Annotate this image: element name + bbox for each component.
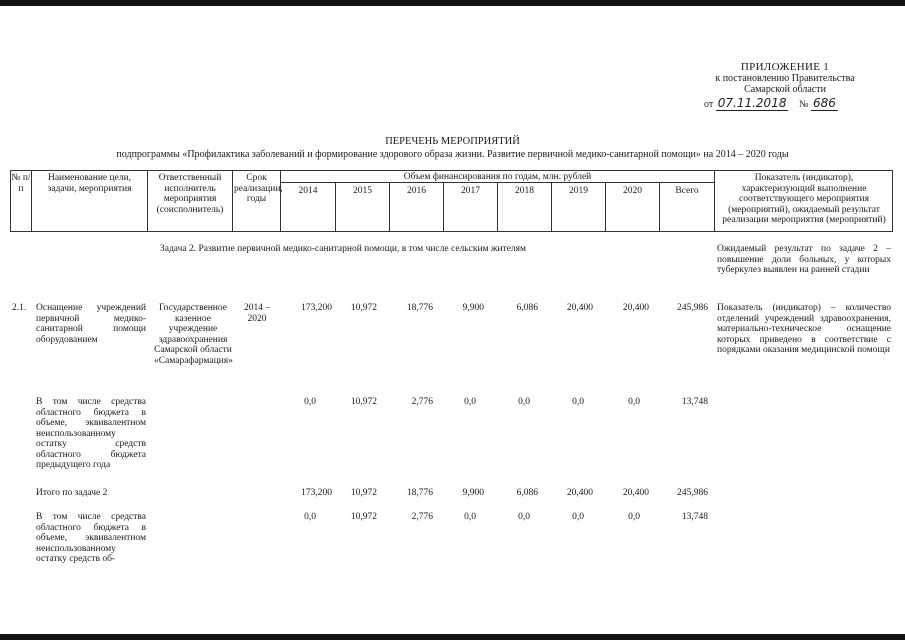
value-2018: 6,086: [516, 303, 538, 313]
value-2019: 20,400: [566, 303, 593, 313]
header-indicator-label: Показатель (индикатор), характеризующий выполнение соответствующего мероприятия (мероприятий), ожидаемый результат реализации мероприятия (мероприятий): [722, 173, 886, 225]
value-2019: 0,0: [572, 512, 584, 522]
value-2020: 20,400: [622, 303, 649, 313]
value-2016: 18,776: [406, 488, 433, 498]
value-2015: 10,972: [350, 397, 377, 407]
header-num-label: № п/п: [11, 173, 31, 194]
row-name: Оснащение учреждений первичной медико-санитарной помощи оборудованием: [36, 303, 146, 345]
value-2014: 173,200: [301, 303, 332, 313]
value-2020: 20,400: [622, 488, 649, 498]
number-label: №: [798, 99, 809, 110]
document-title: ПЕРЕЧЕНЬ МЕРОПРИЯТИЙ: [385, 136, 520, 147]
row-term: 2014 – 2020: [243, 303, 271, 324]
row-name: Итого по задаче 2: [36, 488, 108, 498]
value-2014: 0,0: [304, 512, 316, 522]
value-2017: 0,0: [464, 512, 476, 522]
header-name-label: Наименование цели, задачи, мероприятия: [47, 173, 132, 194]
task-title: Задача 2. Развитие первичной медико-санитарной помощи, в том числе сельским жителям: [160, 244, 527, 254]
value-2020: 0,0: [628, 512, 640, 522]
value-total: 245,986: [677, 488, 708, 498]
header-total: Всего: [675, 186, 699, 196]
value-2018: 0,0: [518, 397, 530, 407]
appendix-block: [700, 62, 870, 95]
appendix-line-1: к постановлению Правительства: [715, 73, 855, 84]
value-2018: 0,0: [518, 512, 530, 522]
appendix-title: ПРИЛОЖЕНИЕ 1: [740, 61, 830, 73]
value-2015: 10,972: [350, 488, 377, 498]
header-year: 2017: [461, 186, 480, 196]
header-year: 2014: [298, 186, 318, 196]
value-2017: 0,0: [464, 397, 476, 407]
value-2015: 10,972: [350, 512, 377, 522]
handwritten-number: 686: [813, 96, 836, 110]
row-number: 2.1.: [12, 303, 27, 313]
handwritten-date: 07.11.2018: [717, 96, 787, 110]
appendix-line-2: Самарской области: [744, 84, 826, 95]
value-total: 13,748: [681, 512, 708, 522]
from-label: от: [704, 99, 714, 110]
value-2016: 2,776: [411, 397, 433, 407]
task-expected-result: Ожидаемый результат по задаче 2 – повышение доли больных, у которых туберкулез выявлен на ранней стадии: [717, 244, 891, 275]
appendix-date-line: [704, 98, 884, 110]
value-2014: 0,0: [304, 397, 316, 407]
scan-bottom-border: [0, 634, 905, 640]
value-total: 13,748: [681, 397, 708, 407]
header-resp-label: Ответственный исполнитель мероприятия (соисполнитель): [156, 173, 224, 215]
value-2014: 173,200: [301, 488, 332, 498]
value-2015: 10,972: [350, 303, 377, 313]
value-2018: 6,086: [516, 488, 538, 498]
value-2019: 20,400: [566, 488, 593, 498]
header-year: 2015: [353, 186, 372, 196]
value-2020: 0,0: [628, 397, 640, 407]
row-responsible: Государственное казенное учреждение здравоохранения Самарской области «Самарафармация»: [154, 303, 233, 366]
scan-top-border: [0, 0, 905, 6]
header-year: 2019: [569, 186, 588, 196]
document-subtitle: подпрограммы «Профилактика заболеваний и формирование здорового образа жизни. Развитие первичной медико-санитарной помощи» на 2014 – 2020 годы: [116, 149, 789, 160]
header-year: 2016: [407, 186, 426, 196]
value-2016: 2,776: [411, 512, 433, 522]
header-term-label: Срок реализации, годы: [234, 173, 283, 204]
row-name: В том числе средства областного бюджета в объеме, эквивалентном неиспользованному остатку средств об-: [36, 512, 146, 564]
row-name: В том числе средства областного бюджета в объеме, эквивалентном неиспользованному остатку средств областного бюджета предыдущего года: [36, 397, 146, 470]
value-2017: 9,900: [462, 303, 484, 313]
value-2017: 9,900: [462, 488, 484, 498]
header-year: 2020: [623, 186, 642, 196]
value-total: 245,986: [677, 303, 708, 313]
header-funding-label: Объем финансирования по годам, млн. рублей: [403, 172, 592, 182]
header-year: 2018: [515, 186, 534, 196]
row-indicator: Показатель (индикатор) – количество отделений учреждений здравоохранения, материально-техническое оснащение которых приведено в соответствие с порядками оказания медицинской помощи: [717, 303, 891, 355]
value-2016: 18,776: [406, 303, 433, 313]
value-2019: 0,0: [572, 397, 584, 407]
